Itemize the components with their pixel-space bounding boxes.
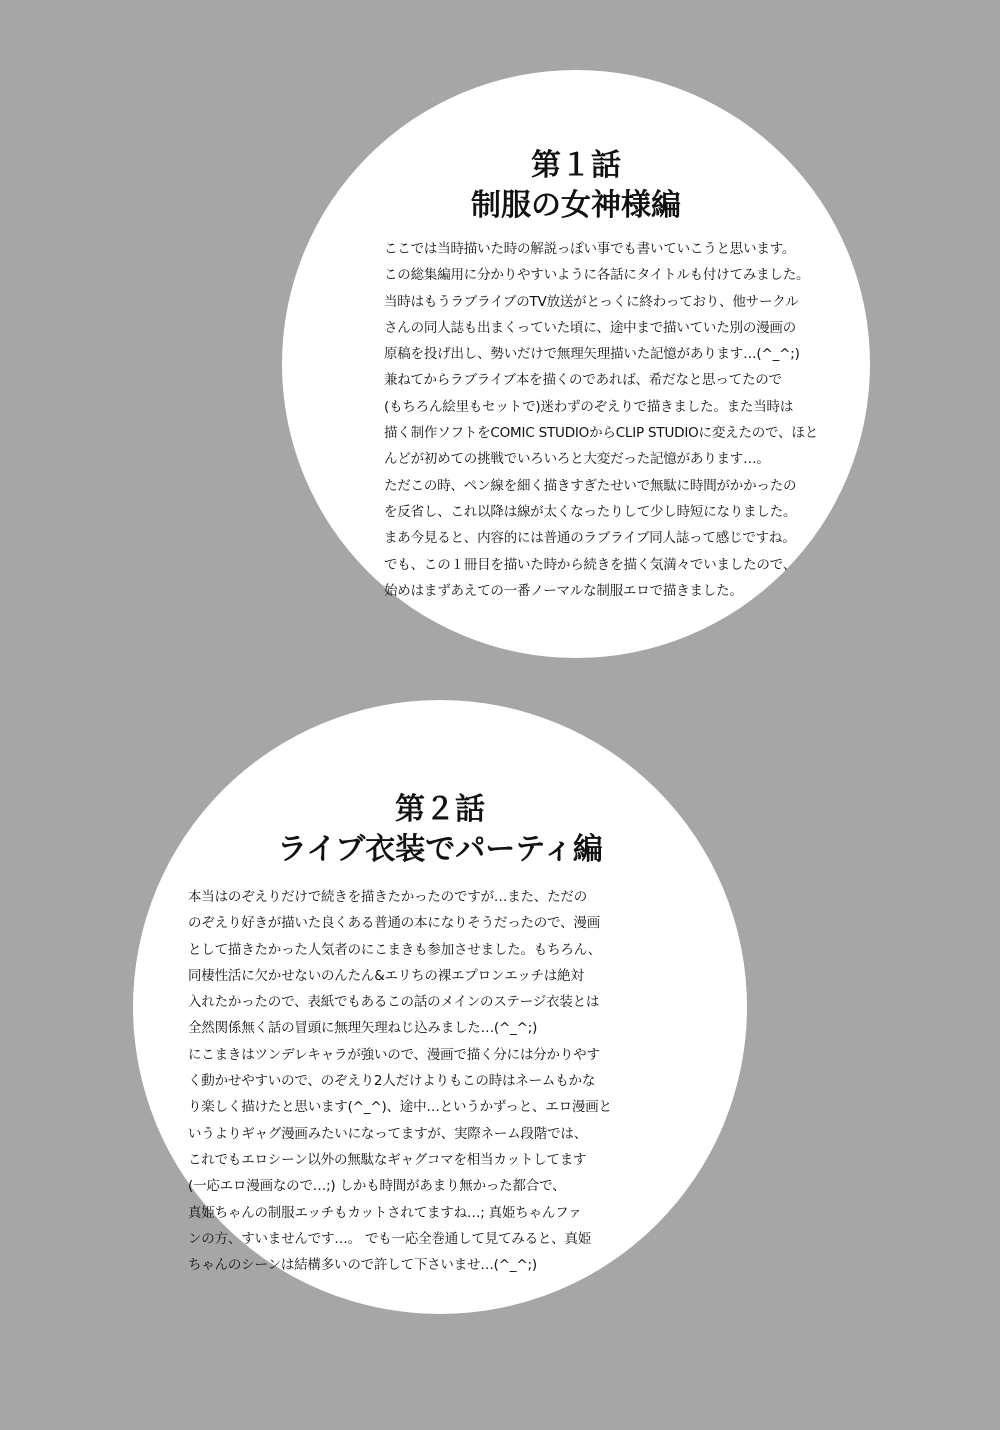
commentary-line: でも、この１冊目を描いた時から続きを描く気満々でいましたので、 [384,556,797,573]
commentary-line: 描く制作ソフトをCOMIC STUDIOからCLIP STUDIOに変えたので、ほと [384,425,818,442]
episode-1-title [282,146,870,226]
commentary-line: 全然関係無く話の冒頭に無理矢理ねじ込みました…(^_^;) [188,1020,538,1037]
episode-2-heading: 第２話 [395,792,485,827]
commentary-line: 本当はのぞえりだけで続きを描きたかったのですが…また、ただの [188,889,587,905]
commentary-line: 始めはまずあえての一番ノーマルな制服エロで描きました。 [384,582,743,599]
episode-1-subtitle: 制服の女神様編 [471,188,681,223]
commentary-line: 原稿を投げ出し、勢いだけで無理矢理描いた記憶があります…(^_^;) [384,346,800,363]
commentary-line: (一応エロ漫画なので…;) しかも時間があまり無かった都合で、 [188,1178,566,1195]
commentary-line: まあ今見ると、内容的には普通のラブライブ同人誌って感じですね。 [384,530,796,547]
commentary-line: ここでは当時描いた時の解説っぽい事でも書いていこうと思います。 [384,241,796,257]
commentary-line: 当時はもうラブライブのTV放送がとっくに終わっており、他サークル [384,293,799,310]
episode-2-commentary [188,884,612,1278]
episode-2-title [133,790,747,870]
commentary-line: (もちろん絵里もセットで)迷わずのぞえりで描きました。また当時は [384,398,794,415]
commentary-line: にこまきはツンデレキャラが強いので、漫画で描く分には分かりやす [188,1046,600,1063]
commentary-line: この総集編用に分かりやすいように各話にタイトルも付けてみました。 [384,267,810,284]
commentary-line: んどが初めての挑戦でいろいろと大変だった記憶があります…。 [384,451,770,468]
commentary-line: これでもエロシーン以外の無駄なギャグコマを相当カットしてます [188,1151,587,1168]
commentary-line: 入れたかったので、表紙でもあるこの話のメインのステージ衣装とは [188,994,600,1011]
commentary-line: ンの方、すいませんです…。 でも一応全巻通して見てみると、真姫 [188,1230,592,1247]
commentary-line: を反省し、これ以降は線が太くなったりして少し時短になりました。 [384,503,797,520]
commentary-line: ただこの時、ペン線を細く描きすぎたせいで無駄に時間がかかったの [384,477,797,494]
afterword-bubble-episode-1 [282,70,870,658]
episode-1-commentary [384,236,818,604]
episode-1-heading: 第１話 [531,148,621,183]
commentary-line: さんの同人誌も出まくっていた頃に、途中まで描いていた別の漫画の [384,319,797,336]
commentary-line: ちゃんのシーンは結構多いので許して下さいませ…(^_^;) [188,1257,537,1274]
commentary-line: のぞえり好きが描いた良くある普通の本になりそうだったので、漫画 [188,915,601,932]
commentary-line: 兼ねてからラブライブ本を描くのであれば、希だなと思ってたので [384,372,782,389]
commentary-line: として描きたかった人気者のにこまきも参加させました。もちろん、 [188,941,602,958]
commentary-line: 真姫ちゃんの制服エッチもカットされてますね…; 真姫ちゃんファ [188,1204,582,1221]
episode-2-subtitle: ライブ衣装でパーティ編 [277,832,603,867]
commentary-line: いうよりギャグ漫画みたいになってますが、実際ネーム段階では、 [188,1125,587,1142]
afterword-bubble-episode-2 [133,700,747,1314]
commentary-line: り楽しく描けたと思います(^_^)、途中…というかずっと、エロ漫画と [188,1099,612,1116]
commentary-line: 同棲性活に欠かせないのんたん&エリちの裸エプロンエッチは絶対 [188,967,584,984]
commentary-line: く動かせやすいので、のぞえり2人だけよりもこの時はネームもかな [188,1073,596,1090]
